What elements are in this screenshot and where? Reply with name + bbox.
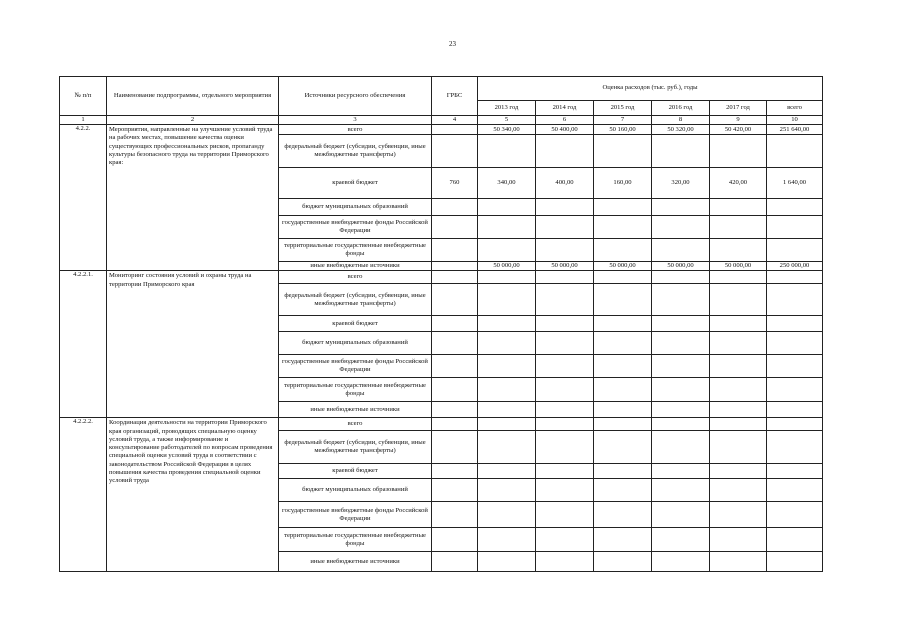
budget-table: [59, 76, 823, 572]
year-value: [710, 528, 767, 552]
year-value: [652, 271, 710, 284]
year-value: [710, 216, 767, 239]
year-value: 420,00: [710, 168, 767, 199]
year-value: [652, 418, 710, 431]
year-value: [710, 418, 767, 431]
total-value: 250 000,00: [767, 262, 823, 271]
total-value: [767, 431, 823, 464]
year-value: [478, 332, 536, 355]
total-value: [767, 402, 823, 418]
funding-source: бюджет муниципальных образований: [279, 479, 432, 502]
year-value: [652, 332, 710, 355]
item-number: 4.2.2.1.: [60, 271, 107, 418]
year-value: [594, 271, 652, 284]
funding-source: краевой бюджет: [279, 464, 432, 479]
grbs-code: [432, 528, 478, 552]
year-value: [536, 135, 594, 168]
year-value: [478, 479, 536, 502]
year-value: [652, 355, 710, 378]
item-name: Мероприятия, направленные на улучшение условий труда на рабочих местах, повышение качества оценки существующих профессиональных рисков, пропаганду культуры безопасного труда на территории Приморского края:: [107, 125, 279, 271]
year-value: [710, 199, 767, 216]
total-value: 251 640,00: [767, 125, 823, 135]
total-value: [767, 316, 823, 332]
header-year: 2017 год: [710, 101, 767, 116]
year-value: [652, 479, 710, 502]
year-value: [710, 271, 767, 284]
grbs-code: [432, 135, 478, 168]
year-value: [478, 378, 536, 402]
table-row: [60, 418, 823, 431]
year-value: 50 000,00: [652, 262, 710, 271]
total-value: [767, 271, 823, 284]
funding-source: территориальные государственные внебюджетные фонды: [279, 239, 432, 262]
year-value: [652, 199, 710, 216]
grbs-code: [432, 262, 478, 271]
year-value: 50 320,00: [652, 125, 710, 135]
year-value: 50 000,00: [594, 262, 652, 271]
column-number: 7: [594, 116, 652, 125]
total-value: [767, 464, 823, 479]
header-grbs: ГРБС: [432, 77, 478, 116]
year-value: [478, 431, 536, 464]
funding-source: краевой бюджет: [279, 168, 432, 199]
year-value: [710, 378, 767, 402]
grbs-code: [432, 316, 478, 332]
year-value: [594, 239, 652, 262]
year-value: 50 420,00: [710, 125, 767, 135]
funding-source: краевой бюджет: [279, 316, 432, 332]
year-value: [594, 332, 652, 355]
year-value: [536, 402, 594, 418]
year-value: [536, 332, 594, 355]
page-number: 23: [449, 40, 456, 48]
table-row: [60, 125, 823, 135]
year-value: [710, 284, 767, 316]
year-value: [710, 479, 767, 502]
header-year: 2016 год: [652, 101, 710, 116]
grbs-code: [432, 125, 478, 135]
table-row: [60, 271, 823, 284]
column-number: 5: [478, 116, 536, 125]
year-value: [536, 239, 594, 262]
year-value: [536, 479, 594, 502]
total-value: [767, 284, 823, 316]
year-value: [652, 552, 710, 572]
grbs-code: [432, 271, 478, 284]
year-value: [594, 528, 652, 552]
year-value: [594, 464, 652, 479]
header-sources: Источники ресурсного обеспечения: [279, 77, 432, 116]
column-number: 1: [60, 116, 107, 125]
year-value: [594, 284, 652, 316]
year-value: 50 160,00: [594, 125, 652, 135]
year-value: 50 000,00: [536, 262, 594, 271]
year-value: [710, 502, 767, 528]
funding-source: федеральный бюджет (субсидии, субвенции, иные межбюджетные трансферты): [279, 431, 432, 464]
total-value: [767, 502, 823, 528]
year-value: [652, 528, 710, 552]
year-value: [536, 528, 594, 552]
year-value: [594, 402, 652, 418]
year-value: [536, 316, 594, 332]
header-num: № п/п: [60, 77, 107, 116]
year-value: 50 340,00: [478, 125, 536, 135]
grbs-code: [432, 479, 478, 502]
year-value: [478, 199, 536, 216]
funding-source: государственные внебюджетные фонды Российской Федерации: [279, 355, 432, 378]
year-value: [536, 431, 594, 464]
funding-source: иные внебюджетные источники: [279, 402, 432, 418]
funding-source: федеральный бюджет (субсидии, субвенции, иные межбюджетные трансферты): [279, 135, 432, 168]
column-number: 4: [432, 116, 478, 125]
year-value: 320,00: [652, 168, 710, 199]
funding-source: бюджет муниципальных образований: [279, 199, 432, 216]
year-value: [478, 502, 536, 528]
year-value: [710, 402, 767, 418]
year-value: [536, 552, 594, 572]
total-value: [767, 418, 823, 431]
year-value: [478, 271, 536, 284]
year-value: [478, 528, 536, 552]
year-value: [652, 216, 710, 239]
grbs-code: [432, 431, 478, 464]
year-value: 50 000,00: [478, 262, 536, 271]
funding-source: иные внебюджетные источники: [279, 552, 432, 572]
year-value: [652, 402, 710, 418]
grbs-code: [432, 464, 478, 479]
year-value: [536, 216, 594, 239]
total-value: [767, 552, 823, 572]
year-value: [652, 464, 710, 479]
year-value: [478, 464, 536, 479]
year-value: [652, 135, 710, 168]
total-value: [767, 135, 823, 168]
column-number: 2: [107, 116, 279, 125]
year-value: [478, 135, 536, 168]
year-value: 50 400,00: [536, 125, 594, 135]
grbs-code: [432, 355, 478, 378]
year-value: [594, 418, 652, 431]
year-value: [710, 316, 767, 332]
grbs-code: [432, 239, 478, 262]
funding-source: всего: [279, 271, 432, 284]
funding-source: бюджет муниципальных образований: [279, 332, 432, 355]
year-value: [710, 552, 767, 572]
total-value: [767, 528, 823, 552]
funding-source: государственные внебюджетные фонды Российской Федерации: [279, 502, 432, 528]
grbs-code: [432, 284, 478, 316]
item-name: Мониторинг состояния условий и охраны труда на территории Приморского края: [107, 271, 279, 418]
header-name: Наименование подпрограммы, отдельного мероприятия: [107, 77, 279, 116]
header-total: всего: [767, 101, 823, 116]
grbs-code: [432, 216, 478, 239]
year-value: [536, 284, 594, 316]
year-value: 400,00: [536, 168, 594, 199]
column-number: 10: [767, 116, 823, 125]
year-value: [478, 239, 536, 262]
year-value: [478, 355, 536, 378]
year-value: [536, 355, 594, 378]
column-numbers-row: [60, 116, 823, 125]
year-value: [478, 418, 536, 431]
funding-source: федеральный бюджет (субсидии, субвенции, иные межбюджетные трансферты): [279, 284, 432, 316]
year-value: [478, 402, 536, 418]
year-value: [652, 284, 710, 316]
total-value: [767, 216, 823, 239]
year-value: [710, 332, 767, 355]
year-value: [536, 271, 594, 284]
funding-source: территориальные государственные внебюджетные фонды: [279, 528, 432, 552]
year-value: [594, 479, 652, 502]
grbs-code: [432, 199, 478, 216]
header-year: 2015 год: [594, 101, 652, 116]
total-value: [767, 332, 823, 355]
column-number: 9: [710, 116, 767, 125]
year-value: [594, 378, 652, 402]
grbs-code: 760: [432, 168, 478, 199]
year-value: [594, 431, 652, 464]
year-value: [536, 464, 594, 479]
header-year: 2013 год: [478, 101, 536, 116]
year-value: [536, 502, 594, 528]
total-value: [767, 239, 823, 262]
grbs-code: [432, 502, 478, 528]
funding-source: иные внебюджетные источники: [279, 262, 432, 271]
funding-source: государственные внебюджетные фонды Российской Федерации: [279, 216, 432, 239]
year-value: [652, 378, 710, 402]
year-value: [536, 418, 594, 431]
item-number: 4.2.2.: [60, 125, 107, 271]
year-value: [652, 239, 710, 262]
header-estimate: Оценка расходов (тыс. руб.), годы: [478, 77, 823, 101]
grbs-code: [432, 332, 478, 355]
year-value: [710, 355, 767, 378]
column-number: 6: [536, 116, 594, 125]
funding-source: всего: [279, 125, 432, 135]
year-value: [652, 502, 710, 528]
funding-source: территориальные государственные внебюджетные фонды: [279, 378, 432, 402]
year-value: [594, 502, 652, 528]
total-value: [767, 378, 823, 402]
year-value: [478, 216, 536, 239]
item-name: Координация деятельности на территории Приморского края организаций, проводящих специальную оценку условий труда, а также информирование и консультирование работодателей по вопросам проведения специальной оценки условий труда в соответствии с законодательством Российской Федерации в целях повышения качества проведения специальной оценки условий труда: [107, 418, 279, 572]
year-value: 340,00: [478, 168, 536, 199]
year-value: [594, 552, 652, 572]
year-value: [652, 431, 710, 464]
year-value: 160,00: [594, 168, 652, 199]
year-value: [478, 552, 536, 572]
total-value: [767, 199, 823, 216]
year-value: [478, 284, 536, 316]
grbs-code: [432, 402, 478, 418]
year-value: [594, 216, 652, 239]
total-value: [767, 355, 823, 378]
year-value: [536, 199, 594, 216]
year-value: [710, 431, 767, 464]
year-value: [594, 355, 652, 378]
year-value: [478, 316, 536, 332]
year-value: [710, 239, 767, 262]
year-value: [652, 316, 710, 332]
year-value: [594, 316, 652, 332]
item-number: 4.2.2.2.: [60, 418, 107, 572]
year-value: [594, 199, 652, 216]
column-number: 8: [652, 116, 710, 125]
total-value: 1 640,00: [767, 168, 823, 199]
year-value: [594, 135, 652, 168]
funding-source: всего: [279, 418, 432, 431]
year-value: 50 000,00: [710, 262, 767, 271]
year-value: [536, 378, 594, 402]
year-value: [710, 464, 767, 479]
column-number: 3: [279, 116, 432, 125]
total-value: [767, 479, 823, 502]
grbs-code: [432, 552, 478, 572]
grbs-code: [432, 418, 478, 431]
header-year: 2014 год: [536, 101, 594, 116]
grbs-code: [432, 378, 478, 402]
year-value: [710, 135, 767, 168]
